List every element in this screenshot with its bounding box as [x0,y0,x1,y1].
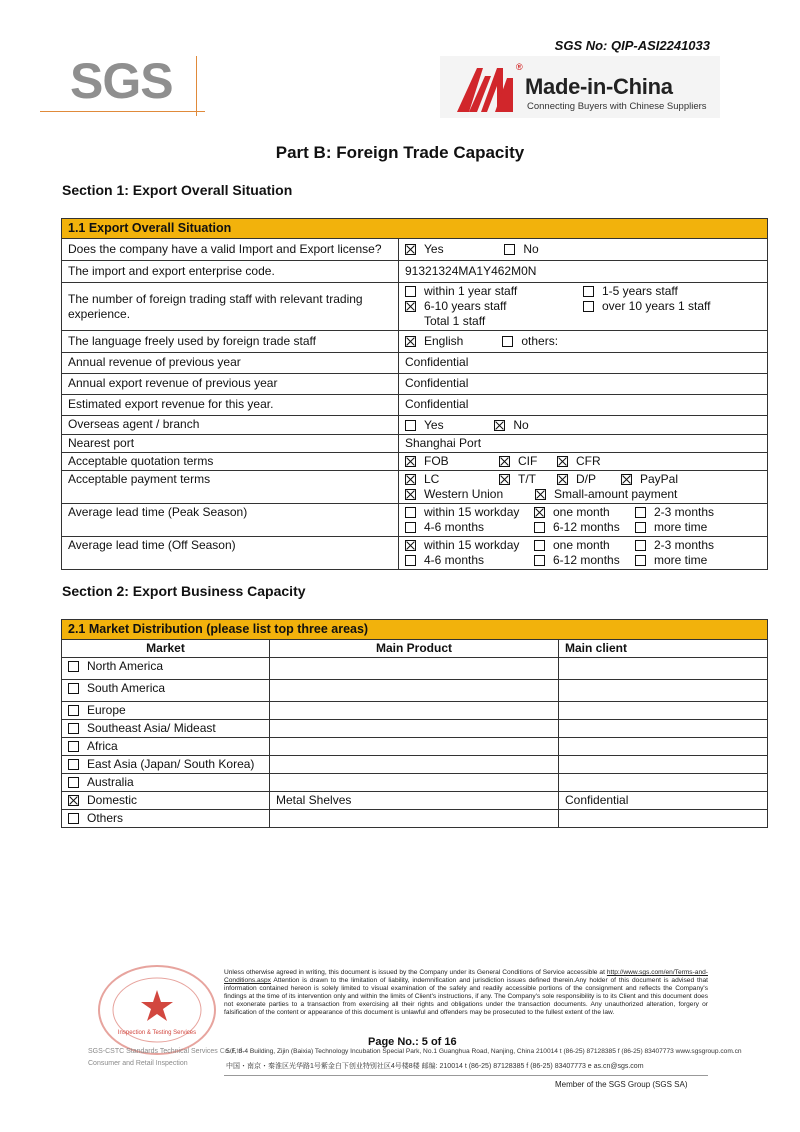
sgs-seal-stamp-icon [95,960,225,1060]
market-label: Others [87,811,124,825]
checkbox-icon[interactable] [405,420,416,431]
column-header-main-product: Main Product [270,640,559,658]
main-client-cell [559,680,768,702]
checkbox-icon[interactable] [405,507,416,518]
option-label: more time [654,553,708,567]
table-row [62,504,768,537]
license-yes-option[interactable] [405,242,501,257]
sgs-number: SGS No: QIP-ASI2241033 [554,38,710,53]
table-row [62,395,768,416]
row-label: Overseas agent / branch [62,416,399,435]
market-label: Africa [87,739,118,753]
row-label: Does the company have a valid Import and Export license? [62,239,399,261]
language-english-option[interactable] [405,334,499,349]
market-label: Southeast Asia/ Mideast [87,721,216,735]
footer-divider [224,1075,708,1076]
checked-checkbox-icon[interactable] [534,507,545,518]
row-value: Confidential [399,374,768,395]
row-label: Average lead time (Off Season) [62,537,399,570]
option-label: more time [654,520,708,534]
row-label: The number of foreign trading staff with relevant trading experience. [62,283,399,331]
payment-lc-option[interactable] [405,472,499,487]
option-label: others: [521,334,559,348]
row-label: Acceptable quotation terms [62,453,399,471]
payment-small-amount-option[interactable] [535,487,677,502]
option-label: FOB [424,454,449,468]
lead-off-option-6[interactable] [635,553,707,568]
option-label: 1-5 years staff [602,284,678,298]
overseas-no-option[interactable] [494,418,528,433]
option-label: 2-3 months [654,505,715,519]
section-1-title: Section 1: Export Overall Situation [62,182,293,198]
option-label: 2-3 months [654,538,715,552]
checked-checkbox-icon[interactable] [405,489,416,500]
row-value: 91321324MA1Y462M0N [399,261,768,283]
staff-option-2[interactable] [583,284,678,299]
option-label: CFR [576,454,601,468]
table-row [62,435,768,453]
sgs-logo-underline [40,111,205,112]
sgs-logo: SGS [70,53,173,109]
table-header-row [62,640,768,658]
lead-peak-option-2[interactable] [534,505,635,520]
option-label: English [424,334,464,348]
main-product-cell [270,658,559,680]
checked-checkbox-icon[interactable] [68,795,79,806]
checked-checkbox-icon[interactable] [499,474,510,485]
row-value: Confidential [399,395,768,416]
checkbox-icon[interactable] [405,522,416,533]
option-label: No [523,242,539,256]
checkbox-icon[interactable] [68,705,79,716]
row-label: Annual revenue of previous year [62,353,399,374]
market-label: South America [87,681,166,695]
quotation-cfr-option[interactable] [557,454,601,469]
table-row [62,810,768,828]
checkbox-icon[interactable] [405,555,416,566]
column-header-main-client: Main client [559,640,768,658]
row-label: The language freely used by foreign trade staff [62,331,399,353]
lead-off-option-4[interactable] [405,553,534,568]
quotation-fob-option[interactable] [405,454,499,469]
option-label: over 10 years 1 staff [602,299,711,313]
option-label: 4-6 months [424,553,485,567]
checkbox-icon[interactable] [68,683,79,694]
staff-total: Total 1 staff [424,314,486,328]
market-label: East Asia (Japan/ South Korea) [87,757,255,771]
row-label: Nearest port [62,435,399,453]
lead-peak-option-4[interactable] [405,520,534,535]
market-label: North America [87,659,164,673]
option-label: within 15 workday [424,505,520,519]
made-in-china-logo-icon [455,62,521,114]
checked-checkbox-icon[interactable] [535,489,546,500]
table-row [62,416,768,435]
main-product-cell [270,738,559,756]
option-label: Western Union [424,487,504,501]
checkbox-icon[interactable] [583,301,594,312]
checkbox-icon[interactable] [635,555,646,566]
table-row [62,353,768,374]
table-row [62,702,768,720]
checked-checkbox-icon[interactable] [405,540,416,551]
main-product-cell [270,702,559,720]
lead-peak-option-1[interactable] [405,505,534,520]
column-header-market: Market [62,640,270,658]
checkbox-icon[interactable] [502,336,513,347]
table-row [62,537,768,570]
lead-peak-option-5[interactable] [534,520,635,535]
option-label: Small-amount payment [554,487,678,501]
option-label: T/T [518,472,536,486]
main-product-cell [270,774,559,792]
option-label: one month [553,538,610,552]
license-no-option[interactable] [504,242,538,257]
part-title: Part B: Foreign Trade Capacity [275,143,525,162]
member-statement: Member of the SGS Group (SGS SA) [555,1080,688,1089]
option-label: within 15 workday [424,538,520,552]
checkbox-icon[interactable] [534,540,545,551]
payment-paypal-option[interactable] [621,472,678,487]
checkbox-icon[interactable] [534,522,545,533]
language-others-option[interactable] [502,334,558,349]
checkbox-icon[interactable] [68,777,79,788]
checked-checkbox-icon[interactable] [405,301,416,312]
market-label: Domestic [87,793,138,807]
row-label: Acceptable payment terms [62,471,399,504]
checked-checkbox-icon[interactable] [405,336,416,347]
checked-checkbox-icon[interactable] [557,474,568,485]
checkbox-icon[interactable] [68,723,79,734]
address-chinese: 中国・南京・秦淮区光华路1号紫金白下创业特别社区4号楼8楼 邮编: 210014 t (86-25) 87128385 f (86-25) 83407773 e as.cn@sgs.com [226,1063,644,1070]
option-label: within 1 year staff [424,284,518,298]
payment-tt-option[interactable] [499,472,557,487]
checkbox-icon[interactable] [405,286,416,297]
lead-peak-option-3[interactable] [635,505,714,520]
option-label: 6-12 months [553,553,620,567]
checked-checkbox-icon[interactable] [557,456,568,467]
checkbox-icon[interactable] [68,741,79,752]
row-label: Annual export revenue of previous year [62,374,399,395]
staff-option-3[interactable] [405,299,583,314]
row-value: Shanghai Port [399,435,768,453]
disclaimer-text: Unless otherwise agreed in writing, this document is issued by the Company under its General Conditions of Service accessible at [224,969,605,976]
lead-off-option-5[interactable] [534,553,635,568]
checked-checkbox-icon[interactable] [621,474,632,485]
staff-option-1[interactable] [405,284,583,299]
table-row [62,283,768,331]
option-label: CIF [518,454,538,468]
table-row [62,471,768,504]
quotation-cif-option[interactable] [499,454,557,469]
table-row [62,239,768,261]
made-in-china-logo-subtitle: Connecting Buyers with Chinese Suppliers [527,101,707,112]
address-english: 5/F, 8-4 Building, Zijin (Baixia) Technology Incubation Special Park, No.1 Guanghua Road, Nanjing, China 210014 t (86-25) 87128385 f (86-25) 83407773 www.sgsgroup.com.cn [226,1048,742,1055]
table-row [62,261,768,283]
table-title: 1.1 Export Overall Situation [62,219,768,239]
table-row [62,720,768,738]
checkbox-icon[interactable] [635,507,646,518]
checkbox-icon[interactable] [68,813,79,824]
market-label: Europe [87,703,126,717]
table-title: 2.1 Market Distribution (please list top three areas) [62,620,768,640]
row-label: Average lead time (Peak Season) [62,504,399,537]
option-label: 6-12 months [553,520,620,534]
payment-dp-option[interactable] [557,472,621,487]
market-label: Australia [87,775,134,789]
table-row [62,453,768,471]
main-client-cell [559,774,768,792]
checked-checkbox-icon[interactable] [405,244,416,255]
main-client-cell [559,738,768,756]
table-row [62,756,768,774]
staff-option-4[interactable] [583,299,711,314]
checked-checkbox-icon[interactable] [405,456,416,467]
row-value: Confidential [399,353,768,374]
lead-off-option-1[interactable] [405,538,534,553]
main-product-cell [270,720,559,738]
option-label: No [513,418,529,432]
option-label: one month [553,505,610,519]
market-distribution-table [61,619,768,828]
footer-disclaimer [224,969,708,1017]
option-label: PayPal [640,472,679,486]
row-label: The import and export enterprise code. [62,261,399,283]
checkbox-icon[interactable] [68,759,79,770]
main-client-cell: Confidential [559,792,768,810]
table-row [62,792,768,810]
table-row [62,680,768,702]
table-row [62,374,768,395]
stamp-caption-division: Consumer and Retail Inspection [88,1060,188,1067]
main-client-cell [559,810,768,828]
sgs-logo-divider [196,56,197,116]
terms-link[interactable]: http://www.sgs.com/en/Terms-and-Conditions.aspx [224,969,708,984]
option-label: LC [424,472,440,486]
option-label: Yes [424,242,444,256]
made-in-china-logo-title: Made-in-China [525,74,673,99]
table-row [62,774,768,792]
main-product-cell [270,680,559,702]
main-client-cell [559,756,768,774]
payment-western-union-option[interactable] [405,487,535,502]
checkbox-icon[interactable] [504,244,515,255]
option-label: 6-10 years staff [424,299,507,313]
checked-checkbox-icon[interactable] [499,456,510,467]
export-overall-situation-table [61,218,768,570]
main-client-cell [559,658,768,680]
section-2-title: Section 2: Export Business Capacity [62,583,306,599]
stamp-caption-company: SGS-CSTC Standards Technical Services Co.,Ltd. [88,1048,245,1055]
table-row [62,331,768,353]
main-product-cell: Metal Shelves [270,792,559,810]
checkbox-icon[interactable] [534,555,545,566]
option-label: 4-6 months [424,520,485,534]
main-product-cell [270,810,559,828]
checkbox-icon[interactable] [635,540,646,551]
overseas-yes-option[interactable] [405,418,491,433]
option-label: D/P [576,472,597,486]
row-label: Estimated export revenue for this year. [62,395,399,416]
checkbox-icon[interactable] [583,286,594,297]
table-row [62,738,768,756]
lead-off-option-3[interactable] [635,538,714,553]
lead-peak-option-6[interactable] [635,520,707,535]
main-client-cell [559,720,768,738]
option-label: Yes [424,418,444,432]
table-row [62,658,768,680]
stamp-label: Inspection & Testing Services [117,1030,197,1036]
registered-icon: ® [516,62,523,72]
checkbox-icon[interactable] [635,522,646,533]
checkbox-icon[interactable] [68,661,79,672]
page-number: Page No.: 5 of 16 [368,1036,457,1048]
disclaimer-text: Attention is drawn to the limitation of liability, indemnification and jurisdiction issues defined therein.Any holder of this document is advised that information contained hereon is solely limited to visual examination of the safely and readily accessible portions of the consignment and reflects the Company's findings at the time of its intervention only and within the limits of Client's instructions, if any. The Company's sole responsibility is to its Client and this document does not exonerate parties to a transaction from exercising all their rights and obligations under the transaction documents. Any unauthorized alteration, forgery or falsification of the content or appearance of this document is unlawful and offenders may be prosecuted to the fullest extent of the law. [224,977,709,1016]
main-product-cell [270,756,559,774]
checked-checkbox-icon[interactable] [494,420,505,431]
checked-checkbox-icon[interactable] [405,474,416,485]
main-client-cell [559,702,768,720]
lead-off-option-2[interactable] [534,538,635,553]
